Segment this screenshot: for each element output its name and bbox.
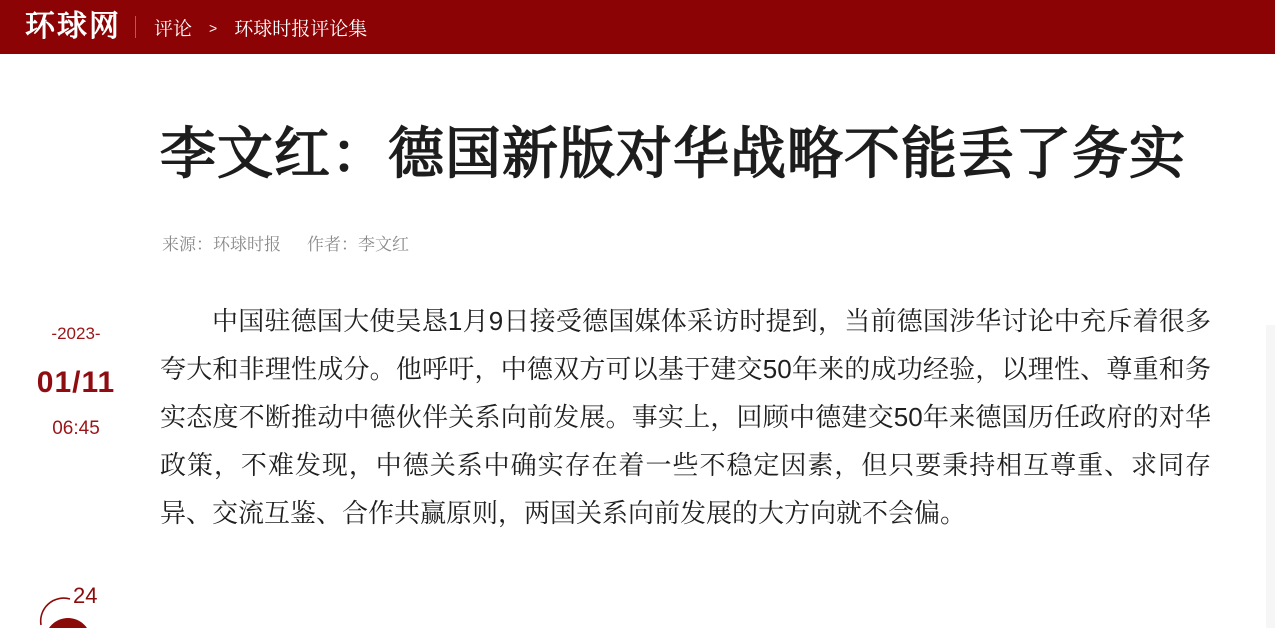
article-source: 来源：环球时报 bbox=[162, 234, 281, 254]
article-author: 作者：李文红 bbox=[307, 234, 409, 254]
header-divider bbox=[135, 16, 136, 38]
breadcrumb-separator-icon: > bbox=[209, 20, 218, 36]
article-title: 李文红：德国新版对华战略不能丢了务实 bbox=[160, 122, 1186, 185]
publish-monthday: 01/11 bbox=[36, 366, 116, 399]
article-body bbox=[160, 297, 1211, 537]
publish-date-box bbox=[0, 324, 152, 440]
breadcrumb bbox=[154, 14, 367, 41]
publish-year: -2023- bbox=[51, 324, 101, 343]
article-meta bbox=[162, 230, 1275, 255]
publish-time: 06:45 bbox=[52, 418, 100, 439]
breadcrumb-section[interactable]: 评论 bbox=[154, 18, 193, 40]
comment-count-button[interactable] bbox=[18, 570, 128, 628]
article-main bbox=[0, 116, 1275, 608]
comment-count: 24 bbox=[73, 583, 98, 608]
site-logo[interactable]: 环球网 bbox=[25, 10, 121, 43]
breadcrumb-page[interactable]: 环球时报评论集 bbox=[234, 18, 368, 40]
site-header bbox=[0, 0, 1275, 54]
scrollbar-track[interactable] bbox=[1266, 325, 1275, 628]
article-paragraph: 中国驻德国大使吴恳1月9日接受德国媒体采访时提到，当前德国涉华讨论中充斥着很多夸大和非理性成分。他呼吁，中德双方可以基于建交50年来的成功经验，以理性、尊重和务实态度不断推动中德伙伴关系向前发展。事实上，回顾中德建交50年来德国历任政府的对华政策，不难发现，中德关系中确实存在着一些不稳定因素，但只要秉持相互尊重、求同存异、交流互鉴、合作共赢原则，两国关系向前发展的大方向就不会偏。 bbox=[160, 305, 1211, 528]
